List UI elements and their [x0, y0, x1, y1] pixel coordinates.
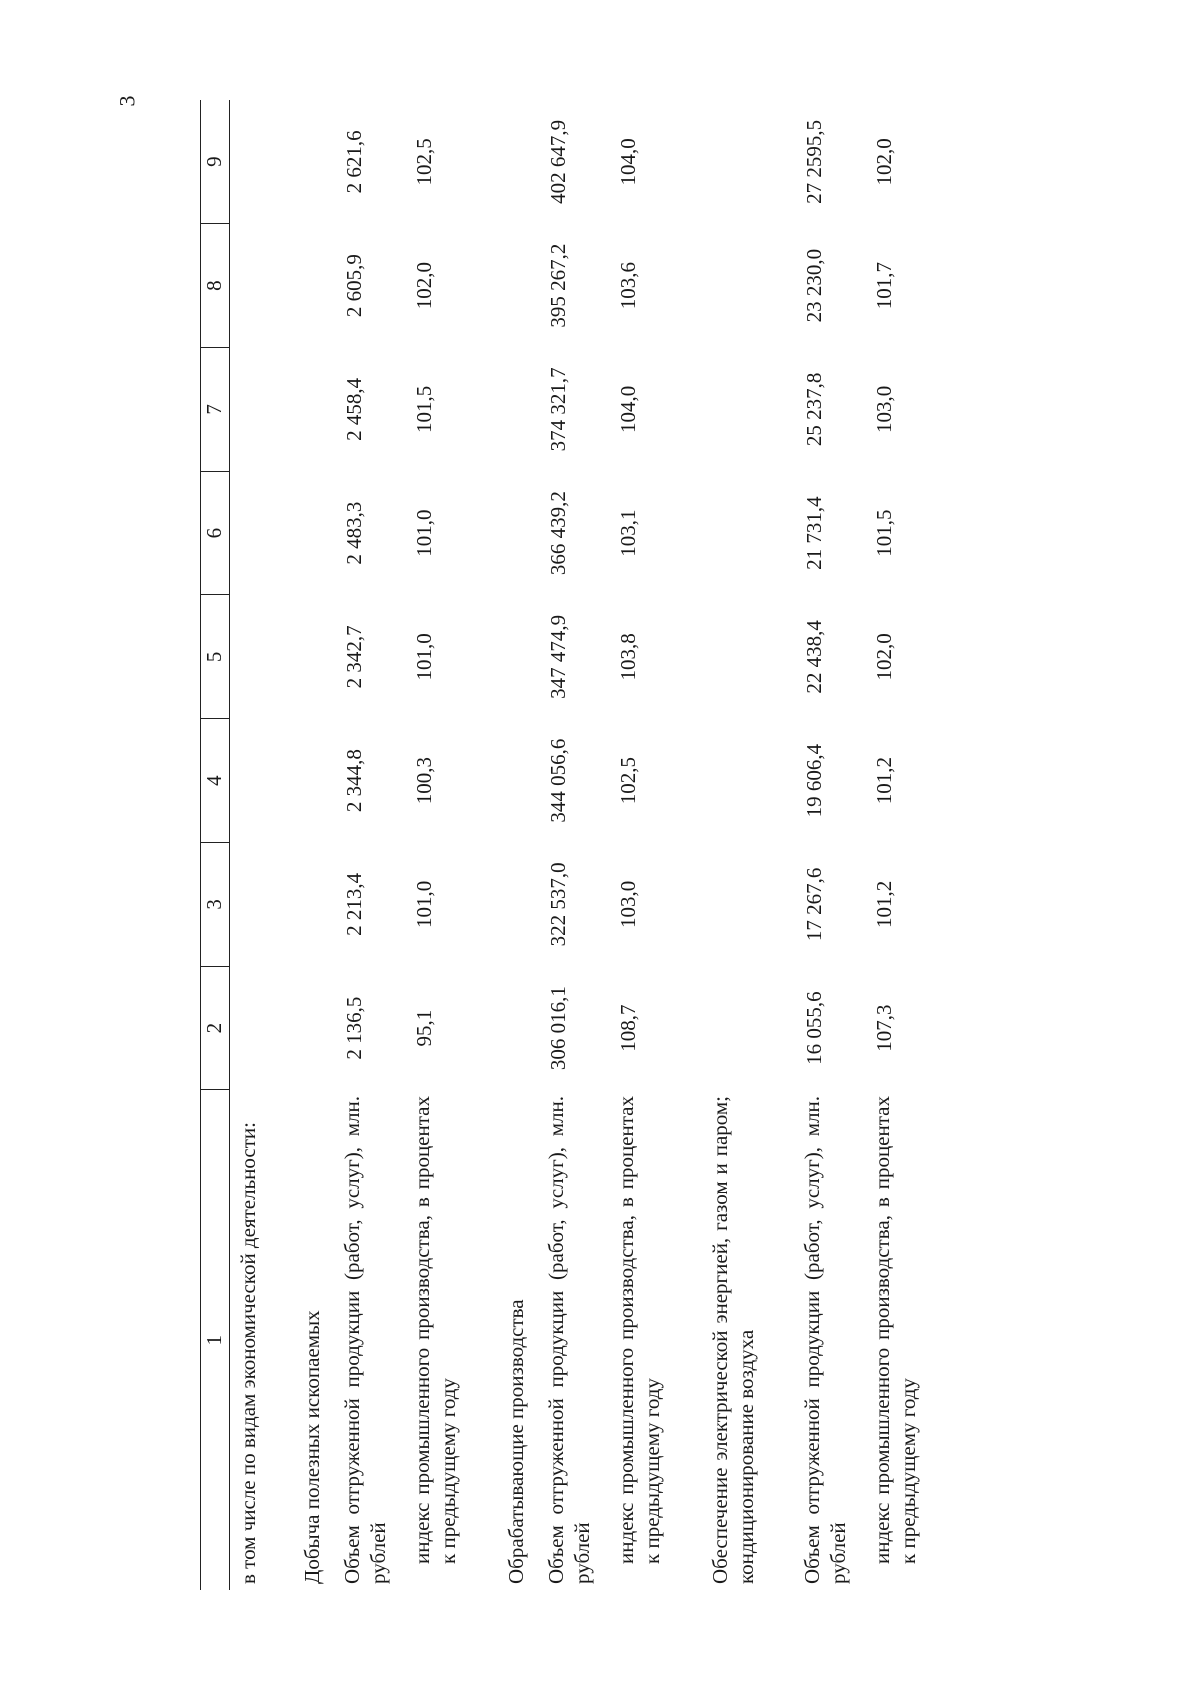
cell-value: 16 055,6: [802, 991, 826, 1065]
cell-value: 101,7: [872, 262, 896, 310]
row-label: индекс промышленного производства, в процентах к предыдущему году: [870, 1096, 920, 1564]
table-header-row: [201, 100, 230, 1590]
cell-value: 101,5: [412, 385, 436, 433]
row-label: Добыча полезных ископаемых: [300, 1310, 324, 1584]
table-row: [404, 100, 498, 1590]
column-header: 5: [201, 595, 230, 719]
table-row: [498, 100, 538, 1590]
cell-value: 103,8: [616, 633, 640, 681]
row-label: Объем отгруженной продукции (работ, услуг), млн. рублей: [800, 1096, 850, 1584]
cell-value: 344 056,6: [546, 738, 570, 823]
column-header: 9: [201, 100, 230, 224]
cell-value: 402 647,9: [546, 119, 570, 204]
cell-value: 95,1: [412, 1009, 436, 1047]
cell-value: 366 439,2: [546, 491, 570, 576]
cell-value: 2 136,5: [342, 996, 366, 1060]
cell-value: 102,0: [412, 262, 436, 310]
column-header: 4: [201, 719, 230, 843]
cell-value: 27 2595,5: [802, 119, 826, 204]
row-label: в том числе по видам экономической деятельности:: [236, 1122, 260, 1584]
cell-value: 102,5: [616, 757, 640, 805]
cell-value: 107,3: [872, 1004, 896, 1052]
cell-value: 102,0: [872, 633, 896, 681]
cell-value: 101,0: [412, 509, 436, 557]
row-label: Объем отгруженной продукции (работ, услуг), млн. рублей: [544, 1096, 594, 1584]
cell-value: 102,0: [872, 138, 896, 186]
cell-value: 322 537,0: [546, 862, 570, 947]
cell-value: 2 621,6: [342, 130, 366, 194]
cell-value: 2 342,7: [342, 625, 366, 689]
page-number: 3: [114, 95, 140, 107]
cell-value: 395 267,2: [546, 243, 570, 328]
cell-value: 2 458,4: [342, 377, 366, 441]
row-label: Обеспечение электрической энергией, газом и паром; кондиционирование воздуха: [708, 1096, 758, 1584]
cell-value: 101,2: [872, 757, 896, 805]
cell-value: 104,0: [616, 138, 640, 186]
row-label: индекс промышленного производства, в процентах к предыдущему году: [614, 1096, 664, 1564]
cell-value: 2 483,3: [342, 501, 366, 565]
row-label: индекс промышленного производства, в процентах к предыдущему году: [410, 1096, 460, 1564]
cell-value: 2 213,4: [342, 872, 366, 936]
column-header: 6: [201, 471, 230, 595]
cell-value: 17 267,6: [802, 867, 826, 942]
cell-value: 23 230,0: [802, 248, 826, 323]
cell-value: 101,0: [412, 880, 436, 928]
table-row: [230, 100, 295, 1590]
cell-value: 103,6: [616, 262, 640, 310]
column-header: 8: [201, 224, 230, 348]
cell-value: 102,5: [412, 138, 436, 186]
cell-value: 21 731,4: [802, 496, 826, 570]
column-header: 1: [201, 1090, 230, 1590]
row-label: Объем отгруженной продукции (работ, услуг), млн. рублей: [340, 1096, 390, 1584]
data-table: [200, 100, 958, 1590]
column-header: 3: [201, 843, 230, 967]
table-row: [538, 100, 608, 1590]
cell-value: 103,1: [616, 509, 640, 557]
cell-value: 104,0: [616, 385, 640, 433]
cell-value: 2 605,9: [342, 254, 366, 318]
cell-value: 108,7: [616, 1004, 640, 1052]
table-row: [794, 100, 864, 1590]
cell-value: 19 606,4: [802, 743, 826, 818]
cell-value: 306 016,1: [546, 986, 570, 1071]
cell-value: 374 321,7: [546, 367, 570, 452]
cell-value: 25 237,8: [802, 372, 826, 447]
column-header: 2: [201, 966, 230, 1090]
table-row: [294, 100, 334, 1590]
table-row: [864, 100, 958, 1590]
cell-value: 101,2: [872, 880, 896, 928]
rotated-table-wrapper: [200, 100, 920, 1590]
cell-value: 101,5: [872, 509, 896, 557]
cell-value: 347 474,9: [546, 614, 570, 699]
cell-value: 103,0: [616, 880, 640, 928]
cell-value: 101,0: [412, 633, 436, 681]
table-row: [334, 100, 404, 1590]
cell-value: 2 344,8: [342, 749, 366, 813]
cell-value: 22 438,4: [802, 620, 826, 694]
column-header: 7: [201, 348, 230, 472]
cell-value: 103,0: [872, 385, 896, 433]
table-row: [608, 100, 702, 1590]
table-row: [702, 100, 794, 1590]
cell-value: 100,3: [412, 757, 436, 805]
row-label: Обрабатывающие производства: [504, 1299, 528, 1584]
